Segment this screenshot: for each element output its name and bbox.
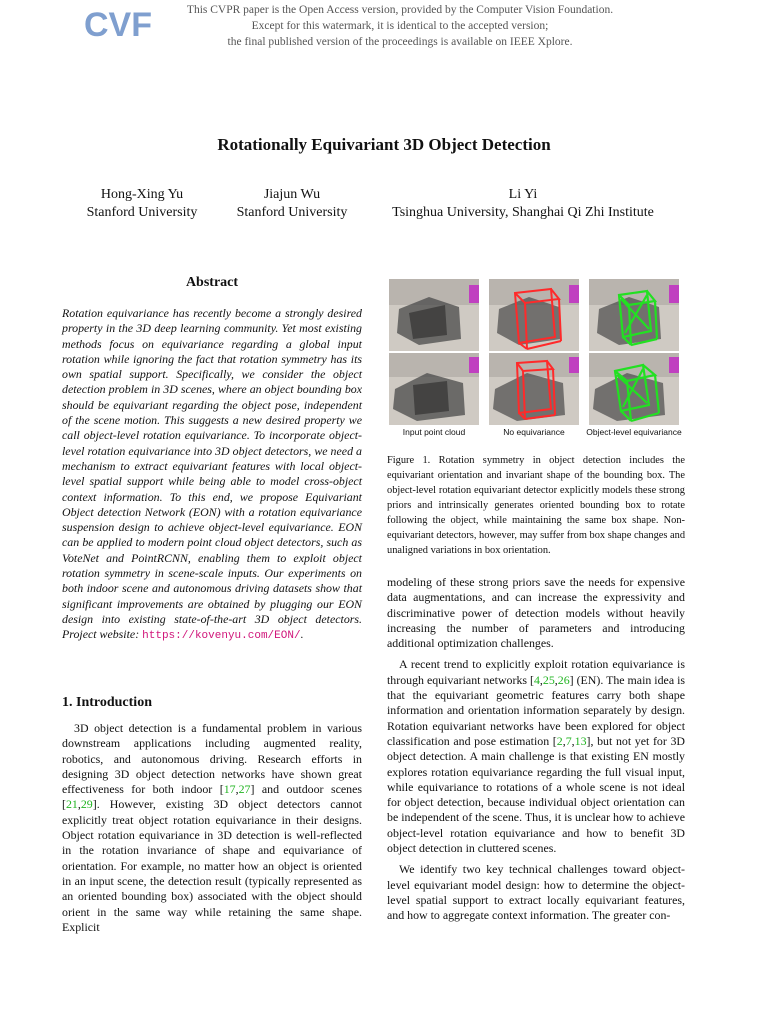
watermark-line-1: This CVPR paper is the Open Access version, provided by the Computer Vision Foundation.: [186, 4, 614, 16]
introduction-heading: 1. Introduction: [62, 695, 152, 710]
figure-label-input: Input point cloud: [402, 427, 466, 437]
figure-1-caption: Figure 1. Rotation symmetry in object detection includes the equivariant orientation and invariant shape of the bounding box. The object-level rotation equivariant detector explicitly models these strong priors and intrinsically generates oriented bounding box to rotate following the object, while maintaining the same box shape. Non-equivariant detectors, however, may suffer from box shape changes and unaligned variations in box orientation.: [387, 455, 686, 556]
intro-paragraph-1: 3D object detection is a fundamental problem in various downstream applications including augmented reality, robotics, and autonomous driving. Research efforts in designing 3D object detection networks have shown great effectiveness for both indoor [17,27] and outdoor scenes [21,29]. However, existing 3D object detectors cannot explicitly treat object rotation equivariance in their designs. Object rotation equivariance in 3D detection is well-reflected in the rotation invariance of shape and equivariance of orientation. For example, no matter how an object is oriented in an input scene, the detection result (typically represented as an oriented bounding box) associated with the object should orient in the same way while retaining the same shape. Explicit: [62, 721, 362, 934]
author-name: Hong-Xing Yu: [100, 187, 184, 202]
citation[interactable]: 21: [65, 797, 78, 812]
figure-label-no-equivariance: No equivariance: [503, 427, 565, 437]
abstract-heading: Abstract: [185, 275, 239, 290]
citation[interactable]: 27: [238, 782, 251, 797]
cvf-logo: [84, 4, 152, 44]
abstract-end: .: [300, 627, 304, 642]
author-1: [80, 186, 204, 222]
abstract-text: Rotation equivariance has recently become a strongly desired property in the 3D deep learning community. Yet most existing methods focus on equivariance regarding a global input rotation while ignoring the fact that rotation symmetry has its own spatial support. Specifically, we consider the object detection problem in 3D scenes, where an object bounding box should be equivariant regarding the object pose, independent of the scene motion. This suggests a new desired property we call object-level rotation equivariance. To incorporate object-level rotation equivariance into 3D object detectors, we need a mechanism to extract equivariant features with local object-level spatial support while being able to model cross-object context information. To this end, we propose Equivariant Object detection Network (EON) with a rotation equivariance suspension design to achieve object-level equivariance. EON can be applied to modern point cloud object detectors, such as VoteNet and PointRCNN, enabling them to exploit object rotation symmetry in scene-scale inputs. Our experiments on both indoor scene and autonomous driving datasets show that significant improvements are obtained by plugging our EON design into existing state-of-the-art 3D object detectors. Project website:: [62, 306, 362, 642]
citation[interactable]: 4: [533, 672, 540, 687]
author-affiliation: Tsinghua University, Shanghai Qi Zhi Institute: [392, 205, 654, 220]
open-access-watermark: [150, 2, 650, 50]
object-level-equivariance-image-2: [589, 353, 679, 425]
watermark-line-2: Except for this watermark, it is identical to the accepted version;: [251, 20, 549, 32]
abstract-body: [62, 306, 362, 645]
cvf-logo-text: CVF: [84, 6, 152, 44]
project-website-link[interactable]: https://kovenyu.com/EON/: [142, 630, 301, 643]
citation[interactable]: 17: [223, 782, 236, 797]
citation[interactable]: 2: [556, 733, 563, 748]
right-paragraph-3: We identify two key technical challenges toward object-level equivariant model design: how to determine the object-level spatial support to extract locally equivariant features, and how to aggregate context information. The greater con-: [387, 862, 685, 923]
figure-label-object-level: Object-level equivariance: [586, 427, 682, 437]
author-affiliation: Stanford University: [236, 205, 348, 220]
citation[interactable]: 29: [80, 797, 93, 812]
author-2: [229, 186, 355, 222]
author-name: Jiajun Wu: [263, 187, 321, 202]
citation[interactable]: 26: [557, 672, 570, 687]
input-point-cloud-image-2: [389, 353, 479, 425]
citation[interactable]: 7: [565, 733, 572, 748]
right-paragraph-1: modeling of these strong priors save the needs for expensive data augmentations, and can increase the expressivity and discriminative power of detection models without heavily increasing the number of parameters and introducing additional optimization challenges.: [387, 575, 685, 651]
no-equivariance-image-1: [489, 279, 579, 351]
watermark-line-3: the final published version of the proceedings is available on IEEE Xplore.: [227, 36, 573, 48]
citation[interactable]: 13: [574, 733, 587, 748]
author-3: [380, 186, 666, 222]
author-affiliation: Stanford University: [86, 205, 198, 220]
citation[interactable]: 25: [542, 672, 555, 687]
no-equivariance-image-2: [489, 353, 579, 425]
object-level-equivariance-image-1: [589, 279, 679, 351]
input-point-cloud-image-1: [389, 279, 479, 351]
introduction-body: [62, 721, 362, 935]
author-name: Li Yi: [508, 187, 538, 202]
paper-title: Rotationally Equivariant 3D Object Detection: [217, 135, 551, 154]
right-paragraph-2: A recent trend to explicitly exploit rotation equivariance is through equivariant networks [4,25,26] (EN). The main idea is that the equivariant geometric features carry both shape information and orientation information separately by design. Rotation equivariant networks have been explored for object classification and pose estimation [2,7,13], but not yet for 3D object detection. A main challenge is that existing EN mostly explores rotation equivariance regarding the full visual input, while equivariance to rotations of a whole scene is not ideal for object detection, because individual object orientation can be independent of the scene. Thus, it is unclear how to achieve object-level rotation equivariance and how to benefit 3D object detection in cluttered scenes.: [387, 657, 686, 856]
right-column-body: [387, 575, 685, 924]
